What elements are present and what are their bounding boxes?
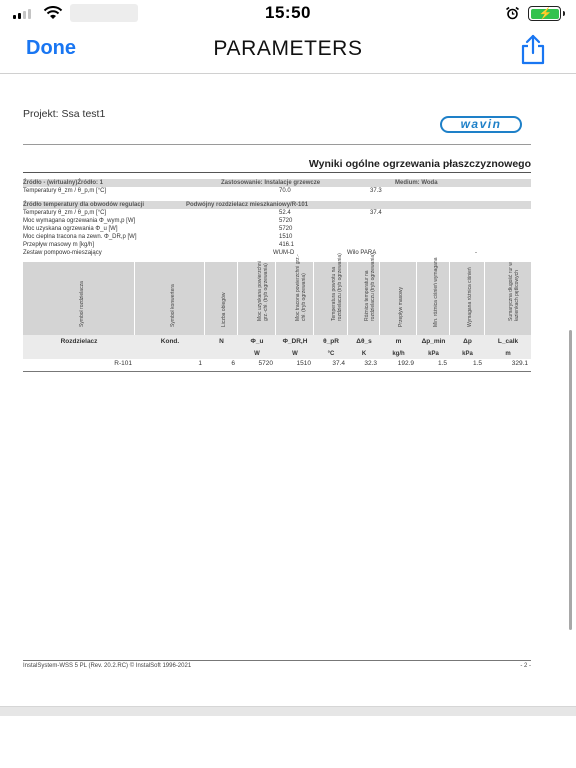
share-icon[interactable]: [518, 33, 548, 65]
page-title: PARAMETERS: [213, 37, 363, 60]
table-cell: K: [361, 351, 367, 357]
table-cell: 329.1: [511, 360, 528, 367]
table-cell: N: [219, 338, 224, 345]
param-value: 52.4: [279, 210, 291, 216]
project-label: Projekt: Ssa test1: [23, 108, 106, 120]
document-page: [20, 75, 540, 711]
table-cell: 192.9: [397, 360, 414, 367]
table-cell: m: [505, 351, 511, 357]
table-cell: °C: [327, 351, 335, 357]
table-cell: 6: [231, 360, 235, 367]
table-cell: Δp_min: [421, 338, 446, 345]
table-cell: 5720: [258, 360, 273, 367]
table-cell: 37.4: [332, 360, 345, 367]
alarm-clock-icon: [505, 6, 520, 21]
vertical-scrollbar[interactable]: [569, 330, 572, 630]
column-header: Min. różnica ciśnień wymagana: [417, 262, 450, 335]
table-cell: Φ_u: [250, 338, 264, 345]
regulation-manifold: Podwójny rozdzielacz mieszkaniowy/R-101: [186, 202, 309, 208]
param-label: Moc cieplna tracona na zewn. Φ_DR,p [W]: [23, 234, 137, 240]
bottom-toolbar-edge: [0, 706, 576, 716]
title-divider: [23, 172, 531, 173]
table-cell: R-101: [114, 360, 132, 367]
param-value-2: 37.4: [370, 210, 382, 216]
battery-charging-icon: ⚡: [528, 6, 561, 21]
column-header: Moc tracona powierzchni grz.-chł. (tryb ogrzewania): [276, 262, 314, 335]
table-row: [23, 359, 531, 369]
param-row: [23, 241, 531, 249]
table-cell: 32.3: [364, 360, 377, 367]
column-header: Liczba obiegów: [205, 262, 238, 335]
navigation-bar: [0, 26, 576, 74]
column-header: Symbol konwertera: [135, 262, 205, 335]
table-cell: θ_pR: [323, 338, 339, 345]
table-cell: [135, 349, 205, 359]
source-header-row: [23, 179, 531, 187]
table-cell: Δθ_s: [356, 338, 372, 345]
table-symbol-row: [23, 335, 531, 349]
source-name: Źródło - (wirtualny)Źródło: 1: [23, 180, 103, 186]
document-viewer[interactable]: [0, 75, 576, 711]
table-cell: L_calk: [497, 338, 519, 345]
param-value-2: 37.3: [370, 188, 382, 194]
param-label: Przepływ masowy m [kg/h]: [23, 242, 95, 248]
table-cell: W: [254, 351, 260, 357]
source-medium: Medium: Woda: [395, 180, 438, 186]
param-row: [23, 225, 531, 233]
table-cell: Δp: [463, 338, 472, 345]
table-cell: W: [292, 351, 298, 357]
table-cell: kPa: [462, 351, 473, 357]
report-title: Wyniki ogólne ogrzewania płaszczyznowego: [308, 158, 531, 170]
status-time: 15:50: [265, 3, 311, 22]
table-cell: Kond.: [160, 338, 180, 345]
regulation-title: Źródło temperatury dla obwodów regulacji: [23, 202, 145, 208]
column-header: Symbol rozdzielacza: [23, 262, 135, 335]
table-cell: m: [395, 338, 402, 345]
param-value: WUM-D: [273, 250, 295, 256]
wavin-logo: wavin: [440, 116, 522, 133]
param-value: 416.1: [279, 242, 295, 248]
table-cell: 1.5: [472, 360, 482, 367]
column-header: Moc uzyskana powierzchni grz.-chł. (tryb ogrzewania): [238, 262, 276, 335]
param-value: 5720: [279, 218, 293, 224]
param-value: 5720: [279, 226, 293, 232]
param-row: [23, 217, 531, 225]
footer-copyright: InstalSystem-WSS 5 PL (Rev. 20.2.RC) © InstalSoft 1996-2021: [23, 663, 192, 669]
param-label: Moc wymagana ogrzewania Φ_wym,p [W]: [23, 218, 136, 224]
table-cell: Rozdzielacz: [60, 338, 98, 345]
table-cell: [205, 349, 238, 359]
status-bar: [0, 0, 576, 26]
param-row: [23, 209, 531, 217]
param-dash: -: [475, 250, 477, 256]
table-cell: 1.5: [437, 360, 447, 367]
footer-divider: [23, 660, 531, 661]
table-cell: Φ_DR,H: [282, 338, 308, 345]
source-temp-row: [23, 187, 531, 195]
column-header: Temperatura powrotu na rozdzielaczu (tryb ogrzewania): [314, 262, 348, 335]
param-value: 1510: [279, 234, 293, 240]
table-bottom-rule: [23, 371, 531, 372]
param-row: [23, 249, 531, 257]
param-label: Moc uzyskana ogrzewania Φ_u [W]: [23, 226, 118, 232]
table-cell: 1: [198, 360, 202, 367]
param-value-2: Wilo PARA: [347, 250, 377, 256]
param-label: Temperatury θ_zm / θ_p,m [°C]: [23, 210, 107, 216]
regulation-header-row: [23, 201, 531, 209]
header-divider: [23, 144, 531, 145]
param-label: Zestaw pompowo-mieszający: [23, 250, 102, 256]
table-cell: kPa: [428, 351, 439, 357]
source-usage: Zastosowanie: Instalacje grzewcze: [221, 180, 321, 186]
column-header: Różnica temperatur na rozdzielaczu (tryb ogrzewania): [348, 262, 380, 335]
column-header: Przepływ masowy: [380, 262, 417, 335]
param-label: Temperatury θ_zm / θ_p,m [°C]: [23, 188, 107, 194]
table-unit-row: [23, 349, 531, 359]
param-value: 70.0: [279, 188, 291, 194]
table-cell: [23, 349, 135, 359]
column-header: Wymagana różnica ciśnień: [450, 262, 485, 335]
param-row: [23, 233, 531, 241]
done-button[interactable]: Done: [26, 37, 76, 59]
table-cell: kg/h: [392, 351, 405, 357]
footer-page-number: - 2 -: [520, 663, 531, 669]
column-header: Sumaryczna długość rur w łazienkach pętlicowych: [508, 262, 520, 321]
table-cell: 1510: [296, 360, 311, 367]
